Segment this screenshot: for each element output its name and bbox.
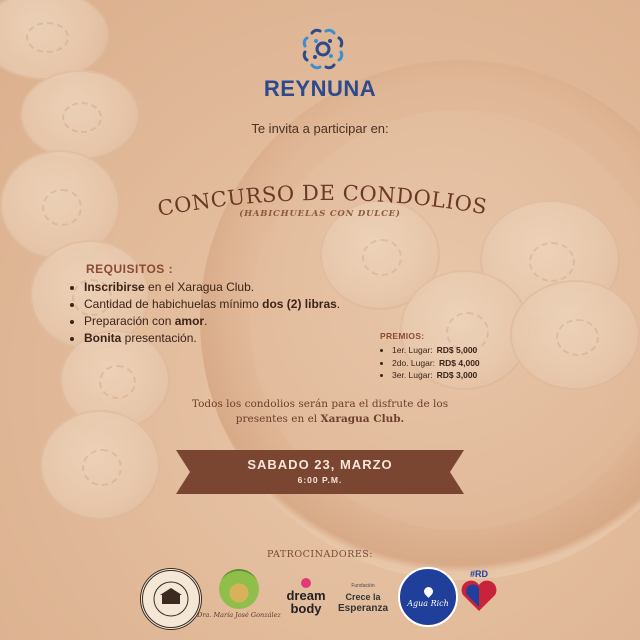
brand-name: REYNUNA xyxy=(263,76,377,101)
contest-title xyxy=(0,168,640,228)
list-item: • 3er. Lugar: RD$ 3,000 xyxy=(392,369,480,382)
list-item: • Cantidad de habichuelas mínimo dos (2) libras. xyxy=(84,296,340,313)
dreambody-logo-icon: dream body xyxy=(283,574,329,618)
list-item: • Preparación con amor. xyxy=(84,313,340,330)
contest-title-text: CONCURSO DE CONDOLIOS xyxy=(155,180,489,222)
event-date: SABADO 23, MARZO xyxy=(247,457,393,472)
list-item: • 2do. Lugar: RD$ 4,000 xyxy=(392,357,480,370)
seal-emblem-icon xyxy=(151,579,191,619)
list-item: • Inscribirse en el Xaragua Club. xyxy=(84,279,340,296)
rd-heart-logo-icon: #RD xyxy=(456,566,502,616)
note-text: Todos los condolios serán para el disfrute de los presentes en el Xaragua Club. xyxy=(191,398,449,425)
avocado-logo-icon xyxy=(197,566,281,622)
avocado-icon xyxy=(219,569,259,609)
crece-logo-icon: Fundación Crece la Esperanza xyxy=(337,582,389,614)
contest-subtitle: (HABICHUELAS CON DULCE) xyxy=(239,209,401,219)
prizes-list xyxy=(380,344,480,382)
event-time: 6:00 P.M. xyxy=(297,475,343,485)
dreambody-mark-icon xyxy=(301,578,311,588)
invite-text: Te invita a participar en: xyxy=(251,121,389,136)
aguarich-logo-icon: Agua Rich xyxy=(398,567,458,627)
list-item: • Bonita presentación. xyxy=(84,330,340,347)
requirements-heading: REQUISITOS : xyxy=(86,262,174,276)
heart-icon xyxy=(460,579,498,613)
sponsors-heading: PATROCINADORES: xyxy=(266,549,374,560)
prizes-heading: PREMIOS: xyxy=(380,331,425,341)
list-item: • 1er. Lugar: RD$ 5,000 xyxy=(392,344,480,357)
seal-logo-icon xyxy=(140,568,202,630)
requirements-list xyxy=(70,279,340,347)
reynuna-dot-logo-icon xyxy=(300,26,346,72)
water-drop-icon xyxy=(422,585,435,598)
sponsor-name: Dra. María José González xyxy=(197,611,281,619)
